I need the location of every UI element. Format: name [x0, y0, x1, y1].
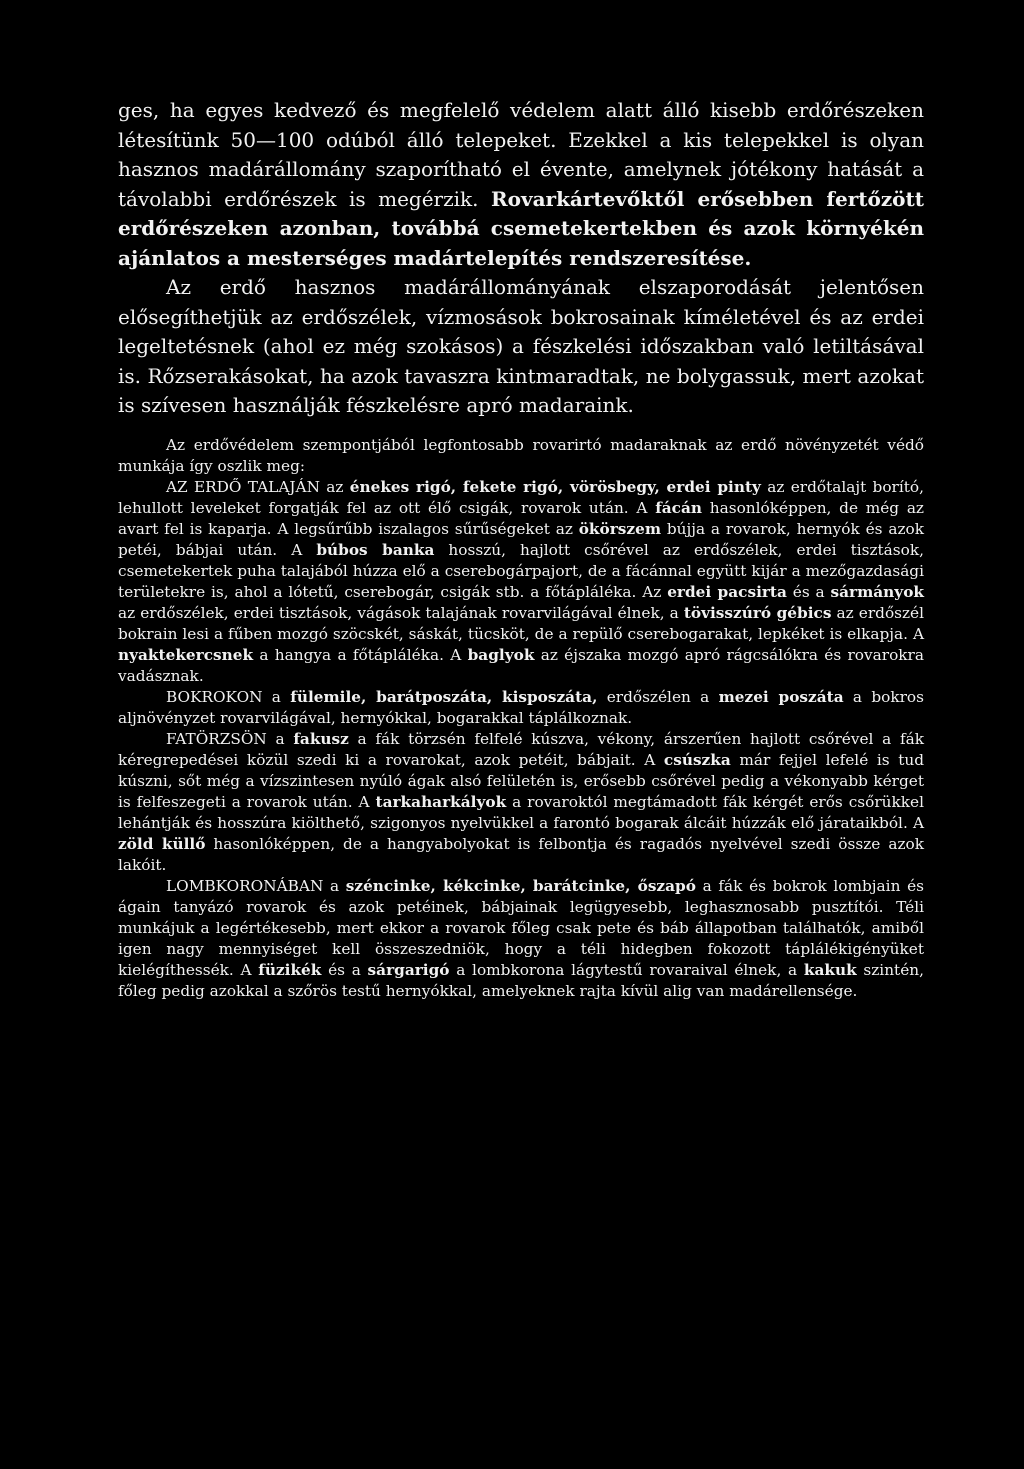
text-span: erdőszélen a — [597, 687, 719, 706]
text-span: hasonlóképpen, de a hangyabolyokat is felbontja és ragadós nyelvével szedi össze azok lakóit. — [118, 834, 924, 874]
paragraph-2 — [118, 273, 924, 421]
bold-text-span: tövisszúró gébics — [683, 603, 832, 622]
paragraph-bokrokon — [118, 687, 924, 729]
bold-text-span: fülemile, barátposzáta, kisposzáta, — [290, 687, 598, 706]
bold-text-span: kakuk — [803, 960, 857, 979]
bold-text-span: sárgarigó — [367, 960, 450, 979]
text-span: AZ ERDŐ TALAJÁN az — [166, 477, 350, 496]
bold-text-span: erdei pacsirta — [667, 582, 787, 601]
bold-text-span: nyaktekercsnek — [118, 645, 254, 664]
bold-text-span: széncinke, kékcinke, barátcinke, őszapó — [345, 876, 696, 895]
text-span: a fák törzsén felfelé kúszva, vékony, árszerűen hajlott csőrével a fák kéregrepedései közül szedi ki a rovarokat, azok petéit, bábjait. A — [118, 729, 924, 769]
bold-text-span: zöld küllő — [118, 834, 206, 853]
text-span: a hangya a főtápláléka. A — [253, 645, 468, 664]
text-span: már fejjel lefelé is tud kúszni, sőt még a vízszintesen nyúló ágak alsó felületén is, erősebb csőrével pedig a vékonyabb kérget is felfeszegeti a rovarok után. A — [118, 750, 924, 811]
text-span: LOMBKORONÁBAN a — [166, 876, 346, 895]
text-span: bújja a rovarok, hernyók és azok petéi, bábjai után. A — [118, 519, 924, 559]
bold-text-span: fácán — [655, 498, 703, 517]
document-page — [118, 96, 924, 1002]
text-span: BOKROKON a — [166, 687, 291, 706]
text-span: a bokros aljnövényzet rovarvilágával, hernyókkal, bogarakkal táplálkoznak. — [118, 687, 924, 727]
bold-text-span: sármányok — [830, 582, 924, 601]
text-span: szintén, főleg pedig azokkal a szőrös testű hernyókkal, amelyeknek rajta kívül alig van madárellensége. — [118, 960, 924, 1000]
text-span: és a — [321, 960, 368, 979]
bold-text-span: búbos banka — [316, 540, 435, 559]
paragraph-fatorzson — [118, 729, 924, 876]
bold-text-span: mezei poszáta — [718, 687, 844, 706]
bold-text-span: Rovarkártevőktől erősebben fertőzött erdőrészeken azonban, továbbá csemetekertekben és azok környékén ajánlatos a mesterséges madártelepítés rendszeresítése. — [118, 186, 924, 270]
text-span: a rovaroktól megtámadott fák kérgét erős csőrükkel lehántják és hosszúra kiölthető, szigonyos nyelvükkel a farontó bogarak álcáit húzzák elő járataikból. A — [118, 792, 924, 832]
text-span: az éjszaka mozgó apró rágcsálókra és rovarokra vadásznak. — [118, 645, 924, 685]
paragraph-talaj — [118, 477, 924, 687]
text-span: az erdőtalajt borító, lehullott leveleket forgatják fel az ott élő csigák, rovarok után. A — [118, 477, 924, 517]
bold-text-span: baglyok — [467, 645, 535, 664]
paragraph-1 — [118, 96, 924, 273]
paragraph-lombkoronaban — [118, 876, 924, 1002]
text-span: az erdőszélek, erdei tisztások, vágások talajának rovarvilágával élnek, a — [118, 603, 684, 622]
bold-text-span: füzikék — [258, 960, 322, 979]
paragraph-3 — [118, 435, 924, 477]
bold-text-span: tarkaharkályok — [375, 792, 507, 811]
text-span: hosszú, hajlott csőrével az erdőszélek, erdei tisztások, csemetekertek puha talajából húzza elő a cserebogárpajort, de a fácánnal együtt kijár a mezőgazdasági területekre is, ahol a lótetű, cserebogár, csigák stb. a főtápláléka. Az — [118, 540, 924, 601]
bold-text-span: ökörszem — [578, 519, 661, 538]
text-span: az erdőszél bokrain lesi a fűben mozgó szöcskét, sáskát, tücsköt, de a repülő cserebogarakat, lepkéket is elkapja. A — [118, 603, 925, 643]
text-span: a lombkorona lágytestű rovaraival élnek, a — [449, 960, 804, 979]
text-span: Az erdővédelem szempontjából legfontosabb rovarirtó madaraknak az erdő növényzetét védő munkája így oszlik meg: — [118, 435, 924, 475]
text-span: a fák és bokrok lombjain és ágain tanyázó rovarok és azok petéinek, bábjainak legügyesebb, leghasznosabb pusztítói. Téli munkájuk a legértékesebb, mert ekkor a rovarok főleg csak pete és báb állapotban találhatók, amiből igen nagy mennyiséget kell összeszedniök, hogy a téli hidegben fokozott táplálékigényüket kielégíthessék. A — [118, 876, 924, 979]
text-span: hasonlóképpen, de még az avart fel is kaparja. A legsűrűbb iszalagos sűrűségeket az — [118, 498, 924, 538]
bold-text-span: énekes rigó, fekete rigó, vörösbegy, erdei pinty — [349, 477, 761, 496]
bold-text-span: csúszka — [663, 750, 731, 769]
text-span: FATÖRZSÖN a — [166, 729, 294, 748]
bold-text-span: fakusz — [293, 729, 349, 748]
text-span: ges, ha egyes kedvező és megfelelő védelem alatt álló kisebb erdőrészeken létesítünk 50—100 odúból álló telepeket. Ezekkel a kis telepekkel is olyan hasznos madárállomány szaporítható el évente, amelynek jótékony hatását a távolabbi erdőrészek is megérzik. — [118, 98, 924, 211]
text-span: és a — [786, 582, 831, 601]
text-span: Az erdő hasznos madárállományának elszaporodását jelentősen elősegíthetjük az erdőszélek, vízmosások bokrosainak kíméletével és az erdei legeltetésnek (ahol ez még szokásos) a fészkelési időszakban való letiltásával is. Rőzserakásokat, ha azok tavaszra kintmaradtak, ne bolygassuk, mert azokat is szívesen használják fészkelésre apró madaraink. — [118, 275, 924, 417]
